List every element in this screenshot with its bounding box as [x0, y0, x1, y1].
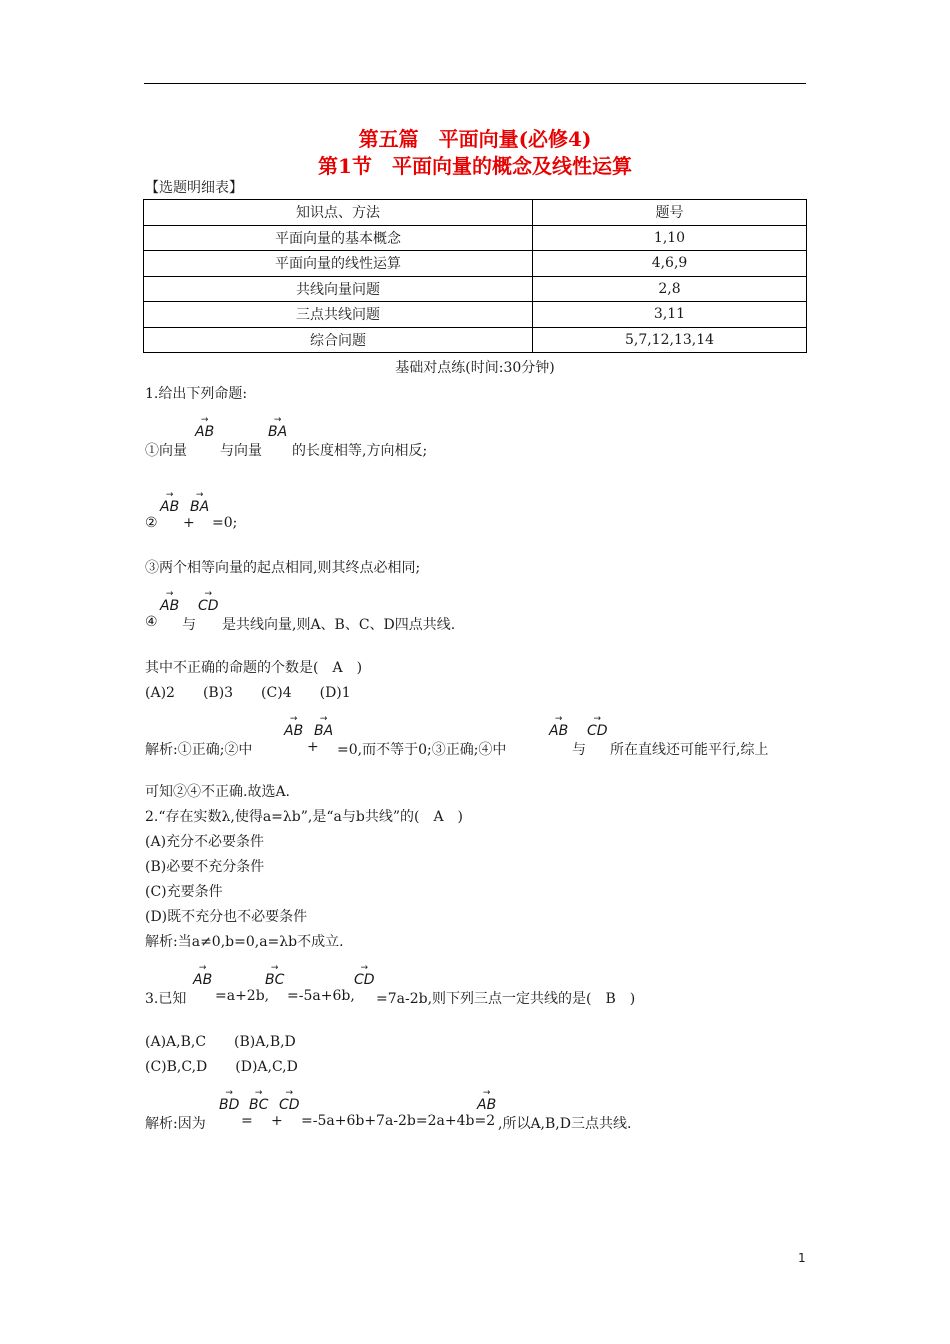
q1-analysis-a: 解析:①正确;②中 — [145, 742, 253, 758]
table-cell-number: 5,7,12,13,14 — [533, 327, 807, 353]
q1-analysis-b: + — [307, 739, 319, 755]
q1-prop4-c: 是共线向量,则A、B、C、D四点共线. — [222, 617, 456, 633]
q1-prop2-c: =0; — [212, 515, 238, 531]
table-cell-number: 1,10 — [533, 225, 807, 251]
q1-analysis-e: 所在直线还可能平行,综上 — [610, 742, 769, 758]
header-rule — [144, 83, 806, 84]
q3-analysis-e: ,所以A,B,D三点共线. — [498, 1116, 632, 1132]
q3-analysis-d: =-5a+6b+7a-2b=2a+4b=2 — [301, 1113, 496, 1129]
vector-ba: → BA — [314, 714, 334, 739]
part-title: 第五篇 平面向量(必修4) — [358, 127, 592, 151]
practice-subtitle: 基础对点练(时间:30分钟) — [395, 360, 555, 376]
vector-ba: → BA — [268, 415, 288, 440]
table-row — [144, 302, 807, 328]
q1-analysis-c: =0,而不等于0;③正确;④中 — [337, 742, 507, 758]
table-cell-number: 4,6,9 — [533, 251, 807, 277]
vector-cd: → CD — [354, 963, 375, 988]
table-cell-topic: 共线向量问题 — [144, 276, 533, 302]
q1-prop4-b: 与 — [182, 617, 196, 633]
table-cell-number: 2,8 — [533, 276, 807, 302]
q1-prop3: ③两个相等向量的起点相同,则其终点必相同; — [145, 560, 421, 576]
vector-ab: → AB — [160, 490, 180, 515]
vector-cd: → CD — [587, 714, 608, 739]
q2-option-a: (A)充分不必要条件 — [145, 834, 265, 850]
section-title: 第1节 平面向量的概念及线性运算 — [318, 154, 632, 178]
q1-prop1-b: 与向量 — [220, 443, 262, 459]
vector-ab: → AB — [195, 415, 215, 440]
q3-options-row2: (C)B,C,D (D)A,C,D — [145, 1059, 298, 1075]
vector-ab: → AB — [284, 714, 304, 739]
q1-prop1-c: 的长度相等,方向相反; — [292, 443, 428, 459]
table-cell-topic: 三点共线问题 — [144, 302, 533, 328]
table-row — [144, 276, 807, 302]
q3-stem-c: =-5a+6b, — [287, 988, 355, 1004]
q1-options: (A)2 (B)3 (C)4 (D)1 — [145, 685, 351, 701]
q3-stem-a: 3.已知 — [145, 991, 187, 1007]
q1-ask: 其中不正确的命题的个数是( A ) — [145, 660, 363, 676]
table-cell-topic: 平面向量的线性运算 — [144, 251, 533, 277]
table-cell-number: 3,11 — [533, 302, 807, 328]
table-row — [144, 225, 807, 251]
q2-option-d: (D)既不充分也不必要条件 — [145, 909, 308, 925]
table-caption: 【选题明细表】 — [145, 180, 243, 196]
vector-cd: → CD — [279, 1088, 300, 1113]
page-number: 1 — [798, 1251, 806, 1265]
vector-ab: → AB — [160, 589, 180, 614]
q3-stem-b: =a+2b, — [215, 988, 270, 1004]
q1-prop1-a: ①向量 — [145, 443, 187, 459]
vector-cd: → CD — [198, 589, 219, 614]
q1-prop2-a: ② — [145, 515, 158, 531]
table-cell-topic: 综合问题 — [144, 327, 533, 353]
table-header-row — [144, 200, 807, 226]
topic-table — [143, 199, 807, 353]
q2-option-c: (C)充要条件 — [145, 884, 223, 900]
table-row — [144, 327, 807, 353]
vector-ab: → AB — [549, 714, 569, 739]
q3-stem-d: =7a-2b,则下列三点一定共线的是( B ) — [376, 991, 636, 1007]
vector-bc: → BC — [265, 963, 285, 988]
table-row — [144, 251, 807, 277]
q3-analysis-c: + — [271, 1113, 283, 1129]
q1-stem: 1.给出下列命题: — [145, 386, 248, 402]
q2-analysis: 解析:当a≠0,b=0,a=λb不成立. — [145, 934, 344, 950]
q3-analysis-b: = — [241, 1113, 253, 1129]
q3-options-row1: (A)A,B,C (B)A,B,D — [145, 1034, 296, 1050]
q3-analysis-a: 解析:因为 — [145, 1116, 206, 1132]
vector-ba: → BA — [190, 490, 210, 515]
q1-prop4-a: ④ — [145, 614, 158, 630]
q2-stem: 2.“存在实数λ,使得a=λb”,是“a与b共线”的( A ) — [145, 809, 464, 825]
q1-prop2-b: + — [183, 515, 195, 531]
table-header-topic: 知识点、方法 — [144, 200, 533, 226]
vector-ab: → AB — [477, 1088, 497, 1113]
vector-ab: → AB — [193, 963, 213, 988]
vector-bd: → BD — [219, 1088, 240, 1113]
q2-option-b: (B)必要不充分条件 — [145, 859, 265, 875]
table-cell-topic: 平面向量的基本概念 — [144, 225, 533, 251]
q1-analysis-conclusion: 可知②④不正确.故选A. — [145, 784, 291, 800]
table-header-number: 题号 — [533, 200, 807, 226]
vector-bc: → BC — [249, 1088, 269, 1113]
q1-analysis-d: 与 — [572, 742, 586, 758]
